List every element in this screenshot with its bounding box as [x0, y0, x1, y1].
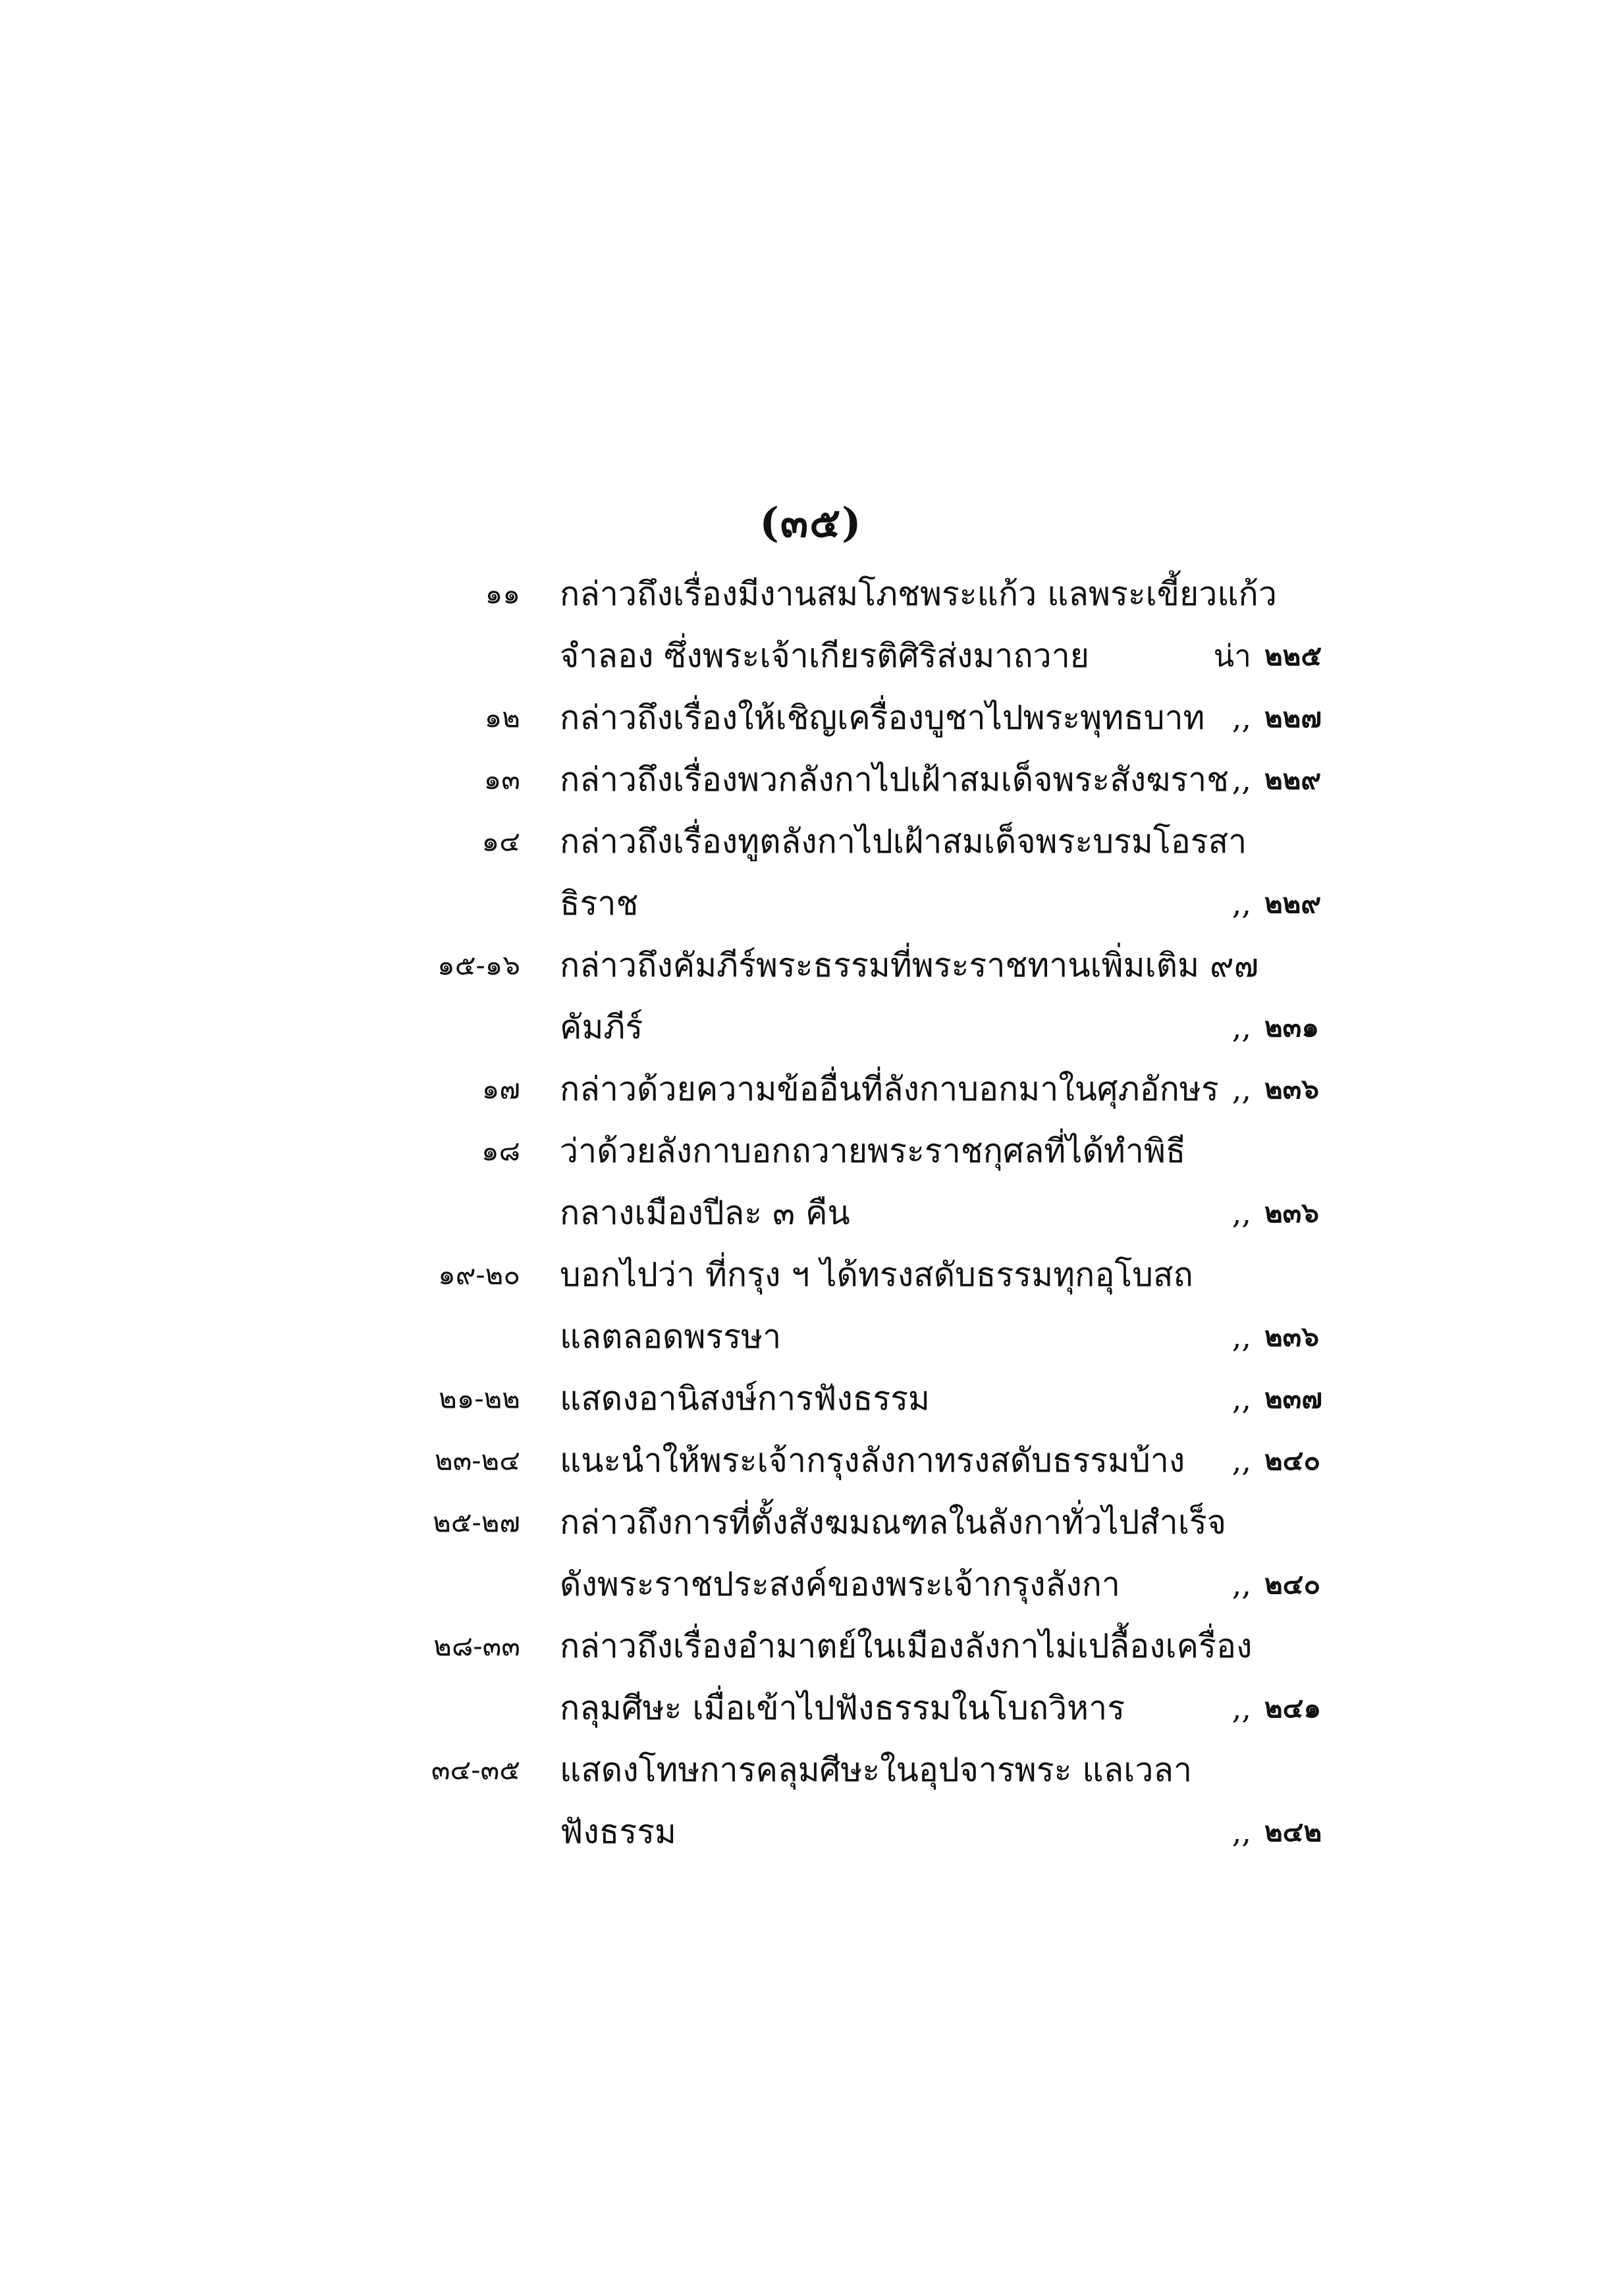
toc-entry-page: ๒๔๑ [1264, 1692, 1322, 1724]
toc-entry-page: ๒๒๙ [1264, 887, 1322, 919]
toc-entry-page-prefix: ,, [1231, 1071, 1251, 1107]
toc-entry-number: ๑๔ [481, 825, 520, 857]
toc-entry-number: ๓๔-๓๕ [431, 1753, 520, 1786]
toc-entry-page-prefix: ,, [1231, 1195, 1251, 1231]
toc-entry-page: ๒๓๖ [1264, 1320, 1320, 1352]
toc-entry-page-prefix: ,, [1231, 1814, 1251, 1850]
toc-entry-text: กล่าวถึงคัมภีร์พระธรรมที่พระราชทานเพิ่มเติม ๙๗ [560, 946, 1259, 984]
toc-entry-page-prefix: ,, [1231, 1690, 1251, 1726]
toc-entry-text: ดังพระราชประสงค์ของพระเจ้ากรุงลังกา [560, 1565, 1120, 1603]
toc-entry-page-prefix: น่า [1213, 638, 1251, 674]
toc-entry-number: ๒๑-๒๒ [439, 1382, 520, 1414]
toc-entry [395, 1553, 1330, 1615]
toc-entry-number: ๒๘-๓๓ [433, 1630, 520, 1662]
toc-entry-number: ๑๕-๑๖ [437, 949, 520, 981]
toc-entry [395, 1306, 1330, 1368]
toc-entry-number: ๑๘ [481, 1135, 520, 1167]
toc-entry [395, 625, 1330, 687]
toc-entry [395, 1120, 1330, 1182]
toc-entry [395, 1368, 1330, 1429]
toc-entry [395, 687, 1330, 749]
toc-entry-text: ฟังธรรม [560, 1813, 677, 1851]
toc-entry-page-prefix: ,, [1231, 700, 1251, 735]
toc-entry-number: ๑๓ [483, 763, 520, 795]
toc-entry-text: กลุมศีษะ เมื่อเข้าไปฟังธรรมในโบถวิหาร [560, 1689, 1125, 1727]
toc-entry-page-prefix: ,, [1231, 1319, 1251, 1354]
toc-entry [395, 996, 1330, 1058]
toc-entry-text: แสดงอานิสงษ์การฟังธรรม [560, 1379, 931, 1418]
toc-entry [395, 1677, 1330, 1739]
toc-entry-page: ๒๒๕ [1264, 639, 1322, 672]
toc-entry [395, 934, 1330, 996]
page-number: (๓๕) [759, 498, 863, 547]
toc-entry-page-prefix: ,, [1231, 1566, 1251, 1602]
toc-entry-text: กล่าวถึงเรื่องมีงานสมโภชพระแก้ว แลพระเขี้ยวแก้ว [560, 575, 1277, 613]
toc-entry-text: แลตลอดพรรษา [560, 1318, 782, 1356]
toc-entry-number: ๒๕-๒๗ [433, 1506, 520, 1538]
toc-entry-text: จำลอง ซึ่งพระเจ้าเกียรติศิริส่งมาถวาย [560, 637, 1090, 675]
toc-entry-text: กลางเมืองปีละ ๓ คืน [560, 1194, 850, 1232]
toc-entry-page: ๒๒๗ [1264, 701, 1322, 734]
toc-entry-text: กล่าวถึงเรื่องพวกลังกาไปเฝ้าสมเด็จพระสังฆราช [560, 761, 1230, 799]
toc-entry-page: ๒๔๒ [1264, 1815, 1322, 1848]
toc-entry [395, 811, 1330, 872]
toc-entry-text: แสดงโทษการคลุมศีษะในอุปจารพระ แลเวลา [560, 1751, 1193, 1789]
toc-entry-text: กล่าวถึงการที่ตั้งสังฆมณฑลในลังกาทั่วไปสำเร็จ [560, 1503, 1227, 1541]
toc-entry [395, 1429, 1330, 1491]
toc-entry-text: กล่าวถึงเรื่องให้เชิญเครื่องบูชาไปพระพุทธบาท [560, 699, 1205, 737]
toc-entry-text: แนะนำให้พระเจ้ากรุงลังกาทรงสดับธรรมบ้าง [560, 1441, 1185, 1480]
toc-entry [395, 1491, 1330, 1553]
toc-entry-text: กล่าวถึงเรื่องทูตลังกาไปเฝ้าสมเด็จพระบรมโอรสา [560, 822, 1247, 861]
toc-entry [395, 872, 1330, 934]
toc-entry-page-prefix: ,, [1231, 1381, 1251, 1416]
toc-entry-page: ๒๓๖ [1264, 1196, 1320, 1229]
toc-entry-text: ธิราช [560, 884, 639, 922]
toc-entry-page: ๒๓๑ [1264, 1011, 1320, 1043]
toc-entry [395, 1739, 1330, 1801]
toc-entry-page: ๒๓๗ [1264, 1382, 1322, 1414]
toc-entry-number: ๒๓-๒๔ [434, 1444, 520, 1476]
toc-entry-number: ๑๒ [484, 701, 520, 734]
toc-entry [395, 1801, 1330, 1863]
toc-entry [395, 749, 1330, 811]
toc-entry-page-prefix: ,, [1231, 1443, 1251, 1478]
toc-entry-page: ๒๔๐ [1264, 1444, 1321, 1476]
toc-entry-number: ๑๗ [481, 1073, 520, 1105]
toc-entry [395, 1182, 1330, 1244]
toc-entry [395, 563, 1330, 625]
toc-entry-number: ๑๙-๒๐ [438, 1258, 520, 1291]
toc-entry-text: กล่าวถึงเรื่องอำมาตย์ในเมืองลังกาไม่เปลื้องเครื่อง [560, 1627, 1253, 1665]
toc-entry-text: กล่าวด้วยความข้ออื่นที่ลังกาบอกมาในศุภอักษร [560, 1070, 1219, 1108]
toc-entry [395, 1615, 1330, 1677]
toc-entry-page: ๒๔๐ [1264, 1568, 1321, 1600]
toc-entry [395, 1244, 1330, 1306]
toc-entry [395, 1058, 1330, 1120]
toc-entry-page: ๒๓๖ [1264, 1073, 1320, 1105]
toc-entry-text: คัมภีร์ [560, 1008, 643, 1046]
toc-entry-page-prefix: ,, [1231, 886, 1251, 921]
toc-entry-text: บอกไปว่า ที่กรุง ฯ ได้ทรงสดับธรรมทุกอุโบสถ [560, 1256, 1193, 1294]
toc-entry-page-prefix: ,, [1231, 762, 1251, 797]
toc-entry-text: ว่าด้วยลังกาบอกถวายพระราชกุศลที่ได้ทำพิธี [560, 1132, 1186, 1170]
toc-entry-page-prefix: ,, [1231, 1009, 1251, 1045]
toc-entry-page: ๒๒๙ [1264, 763, 1322, 795]
table-of-contents [395, 563, 1330, 1863]
toc-entry-number: ๑๑ [485, 577, 520, 610]
